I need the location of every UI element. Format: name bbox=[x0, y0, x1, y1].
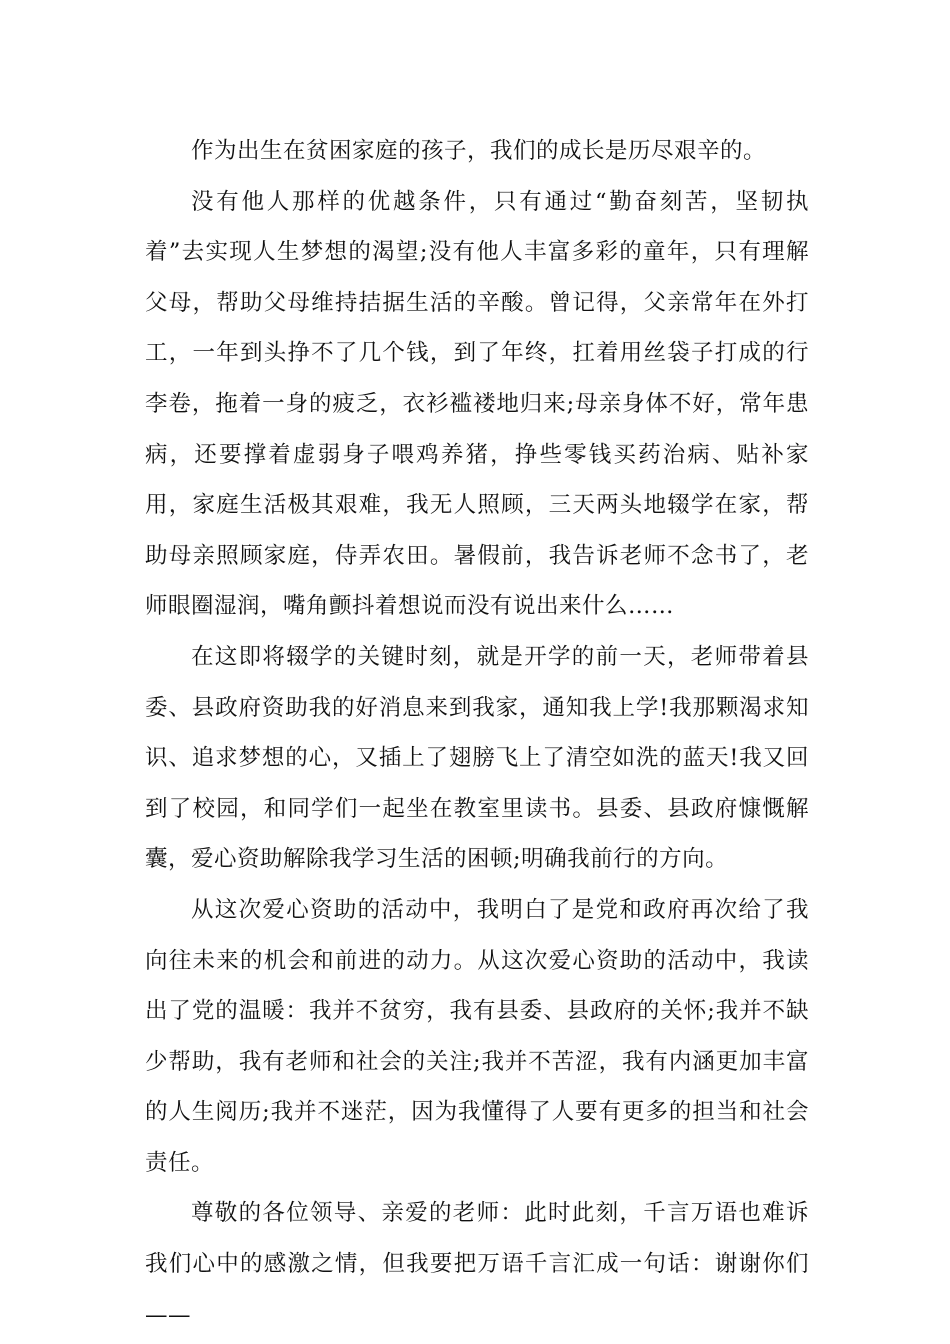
paragraph-4: 从这次爱心资助的活动中，我明白了是党和政府再次给了我向往未来的机会和前进的动力。从这次爱心资助的活动中，我读出了党的温暖：我并不贫穷，我有县委、县政府的关怀;我并不缺少帮助，我有老师和社会的关注;我并不苦涩，我有内涵更加丰富的人生阅历;我并不迷茫，因为我懂得了人要有更多的担当和社会责任。 bbox=[145, 896, 809, 1176]
paragraph-2: 没有他人那样的优越条件，只有通过“勤奋刻苦，坚韧执着”去实现人生梦想的渴望;没有他人丰富多彩的童年，只有理解父母，帮助父母维持拮据生活的辛酸。曾记得，父亲常年在外打工，一年到头挣不了几个钱，到了年终，扛着用丝袋子打成的行李卷，拖着一身的疲乏，衣衫褴褛地归来;母亲身体不好，常年患病，还要撑着虚弱身子喂鸡养猪，挣些零钱买药治病、贴补家用，家庭生活极其艰难，我无人照顾，三天两头地辍学在家，帮助母亲照顾家庭，侍弄农田。暑假前，我告诉老师不念书了，老师眼圈湿润，嘴角颤抖着想说而没有说出来什么…… bbox=[145, 188, 809, 620]
document-page bbox=[145, 126, 809, 1340]
paragraph-1: 作为出生在贫困家庭的孩子，我们的成长是历尽艰辛的。 bbox=[191, 138, 767, 164]
paragraph-3: 在这即将辍学的关键时刻，就是开学的前一天，老师带着县委、县政府资助我的好消息来到我家，通知我上学!我那颗渴求知识、追求梦想的心，又插上了翅膀飞上了清空如洗的蓝天!我又回到了校园，和同学们一起坐在教室里读书。县委、县政府慷慨解囊，爱心资助解除我学习生活的困顿;明确我前行的方向。 bbox=[145, 643, 809, 873]
paragraph-5: 尊敬的各位领导、亲爱的老师：此时此刻，千言万语也难诉我们心中的感激之情，但我要把万语千言汇成一句话：谢谢你们—— bbox=[145, 1200, 809, 1328]
